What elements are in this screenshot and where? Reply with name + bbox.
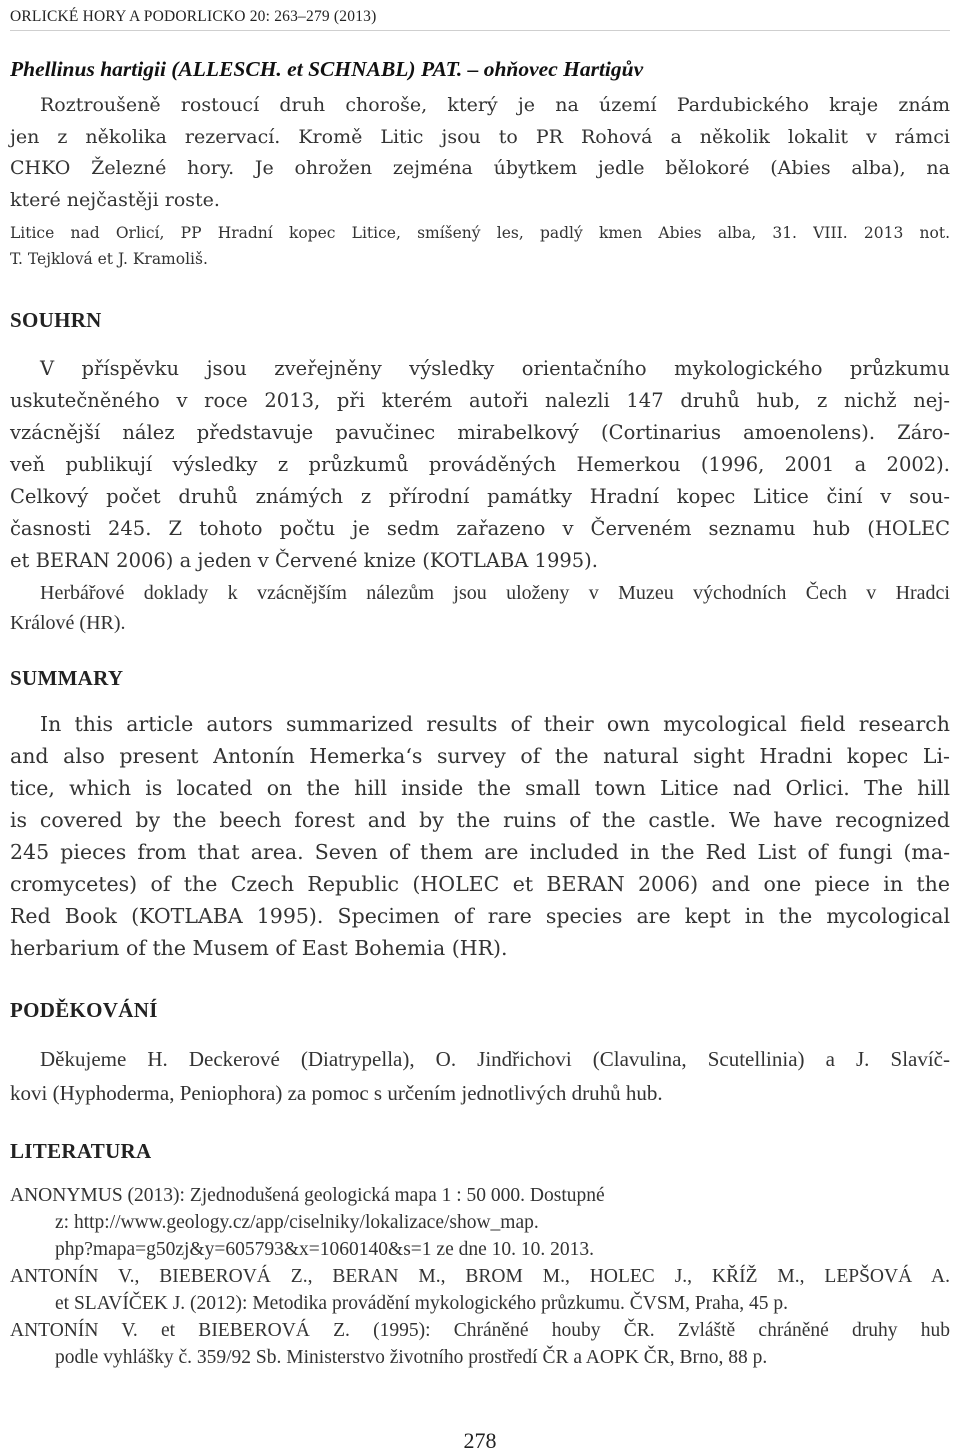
text-line: podle vyhlášky č. 359/92 Sb. Ministerstvo životního prostředí ČR a AOPK ČR, Brno, 88 p. — [55, 1347, 768, 1368]
text-line: and also present Antonín Hemerka‘s survey of the natural sight Hradni kopec Li- — [10, 744, 950, 768]
species-title: Phellinus hartigii (ALLESCH. et SCHNABL) PAT. – ohňovec Hartigův — [10, 57, 644, 81]
page-number: 278 — [463, 1428, 497, 1453]
specimen-record — [10, 220, 950, 272]
text-line: z: http://www.geology.cz/app/ciselniky/lokalizace/show_map. — [55, 1212, 539, 1233]
text-line: Herbářové doklady k vzácnějším nálezům jsou uloženy v Muzeu východních Čech v Hradci — [40, 582, 950, 604]
species-description — [10, 90, 950, 216]
text-line: ANONYMUS (2013): Zjednodušená geologická mapa 1 : 50 000. Dostupné — [10, 1185, 605, 1206]
text-line: ANTONÍN V. et BIEBEROVÁ Z. (1995): Chráněné houby ČR. Zvláště chráněné druhy hub — [10, 1320, 950, 1341]
reference-entry — [10, 1317, 950, 1371]
text-line: kovi (Hyphoderma, Peniophora) za pomoc s určením jednotlivých druhů hub. — [10, 1081, 663, 1105]
text-line: Litice nad Orlicí, PP Hradní kopec Litice, smíšený les, padlý kmen Abies alba, 31. VIII. 2013 not. — [10, 224, 950, 242]
text-line: které nejčastěji roste. — [10, 188, 220, 211]
text-line: V příspěvku jsou zveřejněny výsledky orientačního mykologického průzkumu — [40, 357, 950, 380]
summary-body — [10, 708, 950, 964]
literature-list — [10, 1182, 950, 1371]
text-line: tice, which is located on the hill inside the small town Litice nad Orlici. The hill — [10, 776, 950, 800]
text-line: veň publikují výsledky z průzkumů prováděných Hemerkou (1996, 2001 a 2002). — [10, 453, 950, 476]
text-line: Králové (HR). — [10, 612, 126, 634]
text-line: php?mapa=g50zj&y=605793&x=1060140&s=1 ze dne 10. 10. 2013. — [55, 1239, 595, 1260]
text-line: uskutečněného v roce 2013, při kterém autoři nalezli 147 druhů hub, z nichž nej- — [10, 389, 950, 412]
souhrn-herbarium-note — [10, 578, 950, 638]
text-line: časnosti 245. Z tohoto počtu je sedm zařazeno v Červeném seznamu hub (HOLEC — [10, 517, 950, 540]
text-line: T. Tejklová et J. Kramoliš. — [10, 250, 208, 268]
text-line: Děkujeme H. Deckerové (Diatrypella), O. Jindřichovi (Clavulina, Scutellinia) a J. Slavíč- — [40, 1047, 950, 1071]
text-line: et BERAN 2006) a jeden v Červené knize (KOTLABA 1995). — [10, 549, 598, 572]
text-line: In this article autors summarized results of their own mycological field research — [40, 712, 950, 736]
text-line: 245 pieces from that area. Seven of them are included in the Red List of fungi (ma- — [10, 840, 950, 864]
text-line: Red Book (KOTLABA 1995). Specimen of rare species are kept in the mycological — [10, 904, 950, 928]
running-head: ORLICKÉ HORY A PODORLICKO 20: 263–279 (2013) — [10, 4, 950, 31]
literature-heading: LITERATURA — [10, 1139, 152, 1163]
text-line: jen z několika rezervací. Kromě Litic jsou to PR Rohová a několik lokalit v rámci — [10, 125, 950, 148]
text-line: herbarium of the Musem of East Bohemia (HR). — [10, 936, 508, 960]
souhrn-body — [10, 353, 950, 577]
acknowledgement-heading: PODĚKOVÁNÍ — [10, 998, 158, 1022]
text-line: Celkový počet druhů známých z přírodní památky Hradní kopec Litice činí v sou- — [10, 485, 950, 508]
reference-entry — [10, 1182, 950, 1263]
text-line: cromycetes) of the Czech Republic (HOLEC et BERAN 2006) and one piece in the — [10, 872, 950, 896]
summary-heading: SUMMARY — [10, 666, 124, 690]
text-line: et SLAVÍČEK J. (2012): Metodika provádění mykologického průzkumu. ČVSM, Praha, 45 p. — [55, 1293, 788, 1314]
text-line: vzácnější nález představuje pavučinec mirabelkový (Cortinarius amoenolens). Záro- — [10, 421, 950, 444]
text-line: Roztroušeně rostoucí druh choroše, který je na území Pardubického kraje znám — [40, 94, 950, 116]
souhrn-heading: SOUHRN — [10, 308, 102, 332]
acknowledgement-body — [10, 1042, 950, 1110]
reference-entry — [10, 1263, 950, 1317]
text-line: is covered by the beech forest and by the ruins of the castle. We have recognized — [10, 808, 950, 832]
text-line: ANTONÍN V., BIEBEROVÁ Z., BERAN M., BROM M., HOLEC J., KŘÍŽ M., LEPŠOVÁ A. — [10, 1266, 950, 1287]
text-line: CHKO Železné hory. Je ohrožen zejména úbytkem jedle bělokoré (Abies alba), na — [10, 157, 950, 179]
